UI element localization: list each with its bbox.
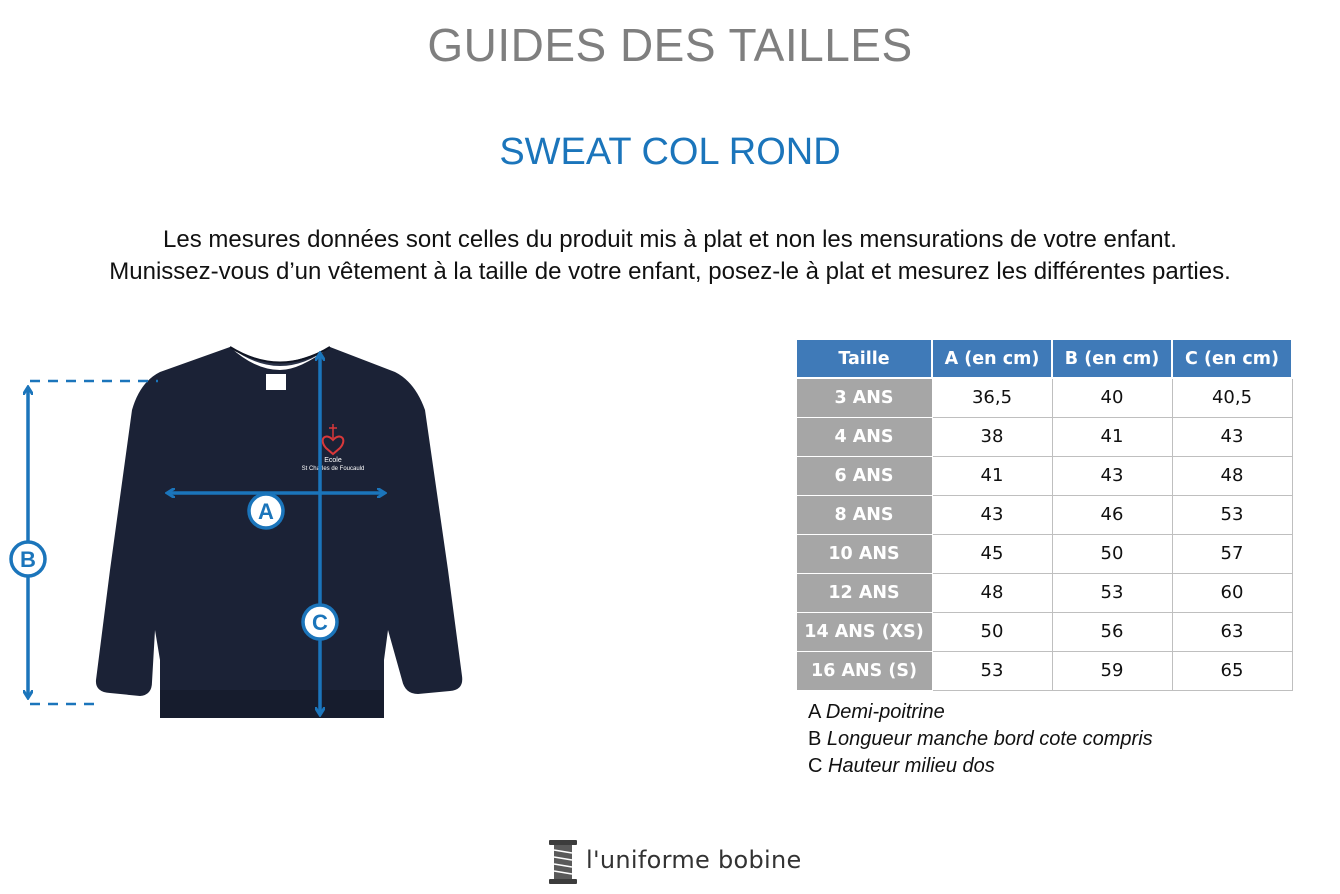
- size-table: [795, 338, 1293, 691]
- value-cell: 43: [1052, 456, 1172, 495]
- header-a: A (en cm): [932, 339, 1052, 378]
- table-row: [796, 456, 1292, 495]
- size-cell: 10 ANS: [796, 534, 932, 573]
- marker-c: [303, 605, 337, 639]
- header-c: C (en cm): [1172, 339, 1292, 378]
- value-cell: 43: [932, 495, 1052, 534]
- legend-letter: B: [808, 728, 822, 750]
- svg-text:B: B: [20, 547, 36, 572]
- value-cell: 56: [1052, 612, 1172, 651]
- svg-text:C: C: [312, 610, 328, 635]
- page-title: GUIDES DES TAILLES: [427, 19, 913, 71]
- value-cell: 53: [932, 651, 1052, 690]
- marker-b: [11, 542, 45, 576]
- legend-item-b: [808, 726, 1153, 753]
- intro-text: [0, 224, 1340, 288]
- table-header-row: [796, 339, 1292, 378]
- size-label: [266, 374, 286, 390]
- value-cell: 40,5: [1172, 378, 1292, 417]
- value-cell: 46: [1052, 495, 1172, 534]
- legend-letter: A: [808, 701, 821, 723]
- badge-line-2: St Charles de Foucauld: [301, 466, 365, 472]
- value-cell: 59: [1052, 651, 1172, 690]
- value-cell: 53: [1172, 495, 1292, 534]
- size-cell: 8 ANS: [796, 495, 932, 534]
- header-taille: Taille: [796, 339, 932, 378]
- value-cell: 63: [1172, 612, 1292, 651]
- table-row: [796, 378, 1292, 417]
- table-row: [796, 651, 1292, 690]
- product-title: SWEAT COL ROND: [499, 131, 841, 173]
- brand-name: l'uniforme bobine: [586, 846, 802, 874]
- value-cell: 65: [1172, 651, 1292, 690]
- value-cell: 48: [932, 573, 1052, 612]
- intro-line-1: Les mesures données sont celles du produit mis à plat et non les mensurations de votre enfant.: [163, 226, 1177, 253]
- value-cell: 57: [1172, 534, 1292, 573]
- value-cell: 38: [932, 417, 1052, 456]
- legend-letter: C: [808, 755, 823, 777]
- table-row: [796, 495, 1292, 534]
- spool-icon: [546, 836, 582, 886]
- value-cell: 50: [932, 612, 1052, 651]
- size-cell: 4 ANS: [796, 417, 932, 456]
- table-row: [796, 612, 1292, 651]
- legend-item-a: [808, 699, 1153, 726]
- marker-a: [249, 494, 283, 528]
- table-row: [796, 417, 1292, 456]
- value-cell: 41: [1052, 417, 1172, 456]
- table-row: [796, 534, 1292, 573]
- value-cell: 53: [1052, 573, 1172, 612]
- legend-desc: Hauteur milieu dos: [828, 755, 995, 777]
- intro-line-2: Munissez-vous d’un vêtement à la taille de votre enfant, posez-le à plat et mesurez les différentes parties.: [109, 258, 1231, 285]
- legend-desc: Longueur manche bord cote compris: [826, 728, 1153, 750]
- size-cell: 6 ANS: [796, 456, 932, 495]
- legend-desc: Demi-poitrine: [825, 701, 945, 723]
- table-row: [796, 573, 1292, 612]
- value-cell: 43: [1172, 417, 1292, 456]
- value-cell: 48: [1172, 456, 1292, 495]
- legend-item-c: [808, 753, 1153, 780]
- sweatshirt-measure-diagram: [0, 330, 560, 740]
- sweatshirt-body: [96, 347, 462, 718]
- brand-logo: [546, 836, 806, 886]
- header-b: B (en cm): [1052, 339, 1172, 378]
- size-cell: 14 ANS (XS): [796, 612, 932, 651]
- size-cell: 16 ANS (S): [796, 651, 932, 690]
- value-cell: 60: [1172, 573, 1292, 612]
- value-cell: 41: [932, 456, 1052, 495]
- measurement-legend: [808, 699, 1153, 780]
- value-cell: 40: [1052, 378, 1172, 417]
- badge-line-1: Ecole: [324, 457, 342, 464]
- size-cell: 3 ANS: [796, 378, 932, 417]
- svg-text:A: A: [258, 499, 274, 524]
- value-cell: 45: [932, 534, 1052, 573]
- value-cell: 36,5: [932, 378, 1052, 417]
- value-cell: 50: [1052, 534, 1172, 573]
- size-cell: 12 ANS: [796, 573, 932, 612]
- hem-rib: [160, 690, 384, 718]
